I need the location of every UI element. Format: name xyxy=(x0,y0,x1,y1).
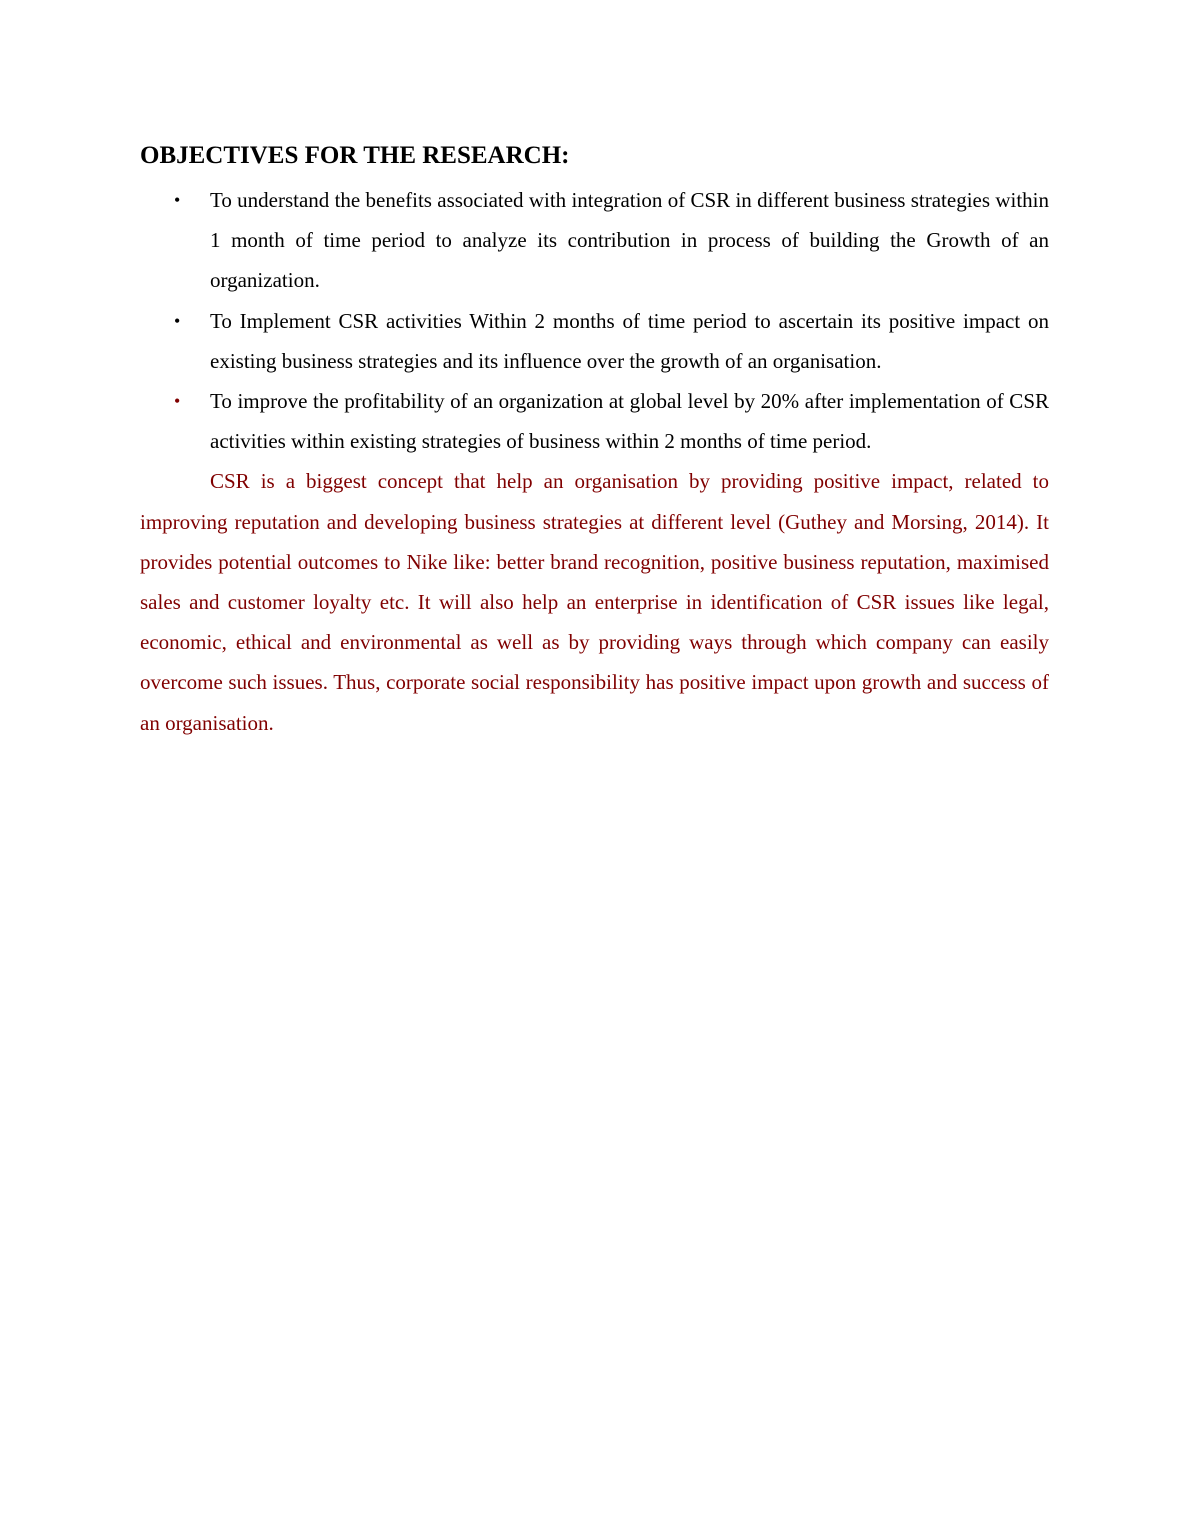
objective-text: To Implement CSR activities Within 2 months of time period to ascertain its positive impact on existing business strategies and its influence over the growth of an organisation. xyxy=(210,308,1049,373)
section-heading: OBJECTIVES FOR THE RESEARCH: xyxy=(140,142,570,169)
objective-item-1 xyxy=(140,180,1049,301)
bullet-icon: • xyxy=(174,310,181,331)
objective-item-2 xyxy=(140,301,1049,381)
bullet-icon: • xyxy=(174,190,181,210)
objective-text: To understand the benefits associated with integration of CSR in different business strategies within 1 month of time period to analyze its contribution in process of building the Growth of an organization. xyxy=(210,188,1049,293)
body-paragraph: CSR is a biggest concept that help an organisation by providing positive impact, related to improving reputation and developing business strategies at different level (Guthey and Morsing, 2014). It provides potential outcomes to Nike like: better brand recognition, positive business reputation, maximised sales and customer loyalty etc. It will also help an enterprise in identification of CSR issues like legal, economic, ethical and environmental as well as by providing ways through which company can easily overcome such issues. Thus, corporate social responsibility has positive impact upon growth and success of an organisation. xyxy=(140,469,1049,735)
objective-item-3 xyxy=(140,381,1049,461)
bullet-icon: • xyxy=(174,391,181,412)
objectives-list xyxy=(140,180,1049,461)
document-page xyxy=(140,138,1049,743)
objective-text: To improve the profitability of an organization at global level by 20% after implementation of CSR activities within existing strategies of business within 2 months of time period. xyxy=(210,389,1049,454)
